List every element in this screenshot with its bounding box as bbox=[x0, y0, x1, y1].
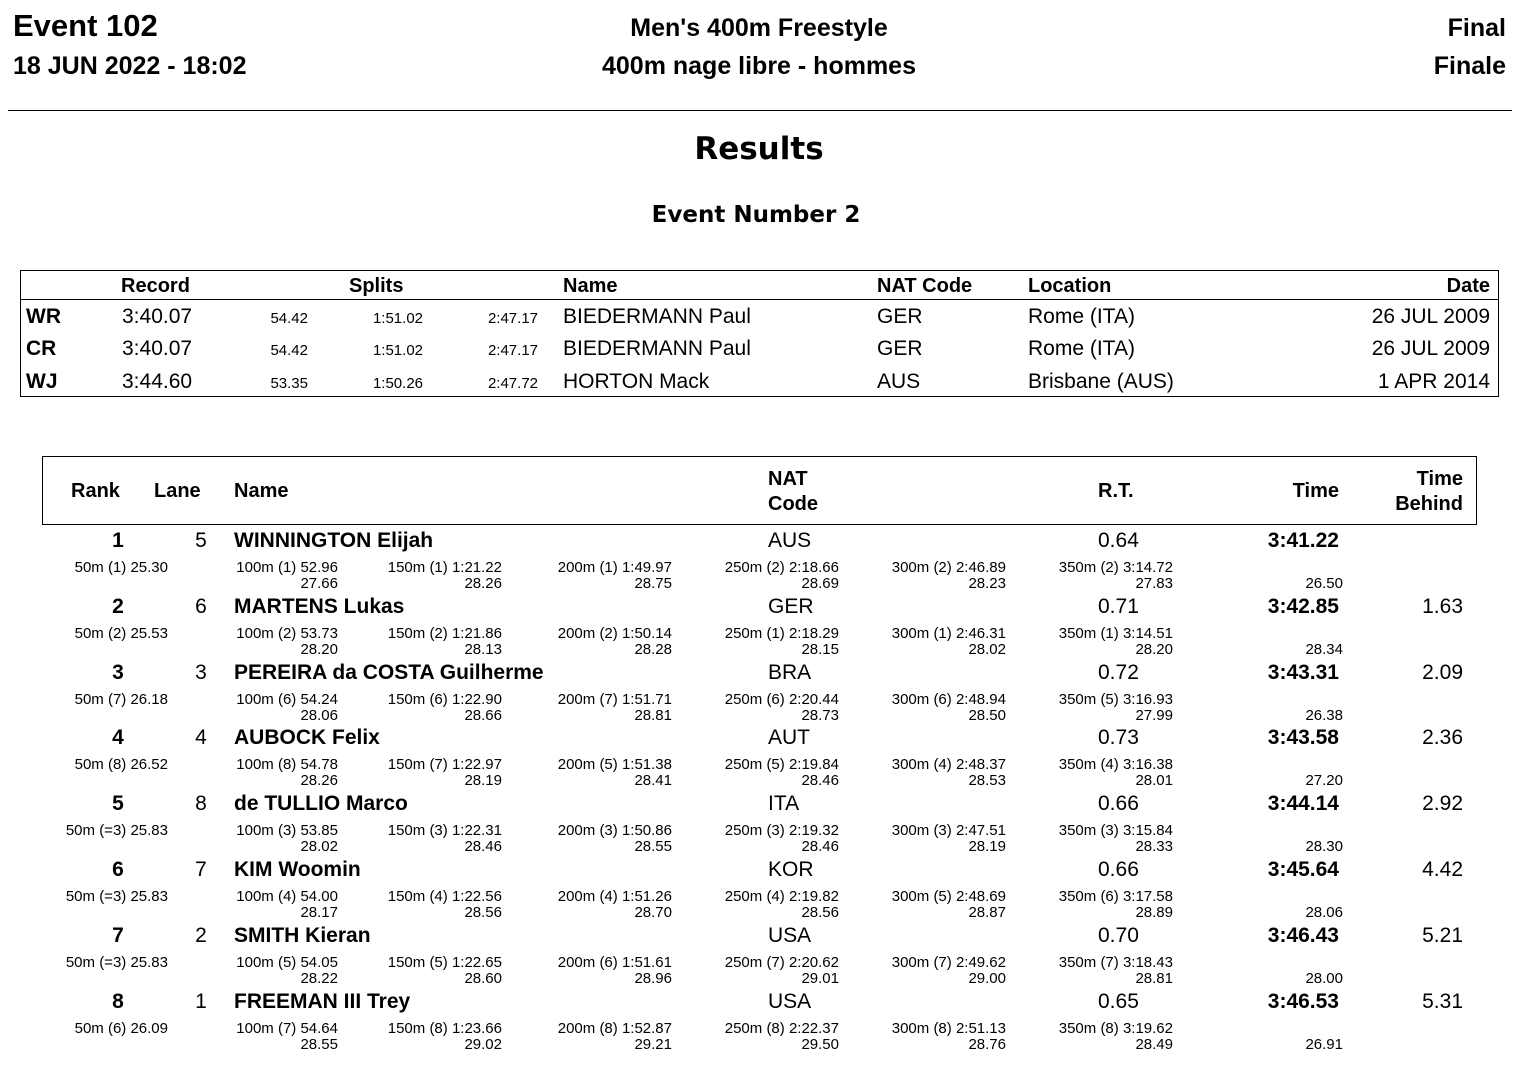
split-lap: 28.17 bbox=[300, 904, 338, 921]
event-datetime: 18 JUN 2022 - 18:02 bbox=[13, 52, 247, 80]
split-lap: 29.01 bbox=[801, 969, 839, 987]
record-split: 53.35 bbox=[270, 375, 308, 392]
split-lap: 28.76 bbox=[968, 1035, 1006, 1053]
result-time-behind: 4.42 bbox=[1422, 858, 1463, 881]
split-lap: 27.20 bbox=[1305, 772, 1343, 790]
result-reaction-time: 0.66 bbox=[1098, 792, 1139, 816]
result-name: SMITH Kieran bbox=[234, 923, 371, 947]
split-lap: 27.66 bbox=[300, 575, 338, 592]
split-lap: 28.01 bbox=[1135, 772, 1173, 790]
split-cumulative: 300m (8) 2:51.13 bbox=[891, 1019, 1006, 1037]
split-lap: 28.46 bbox=[801, 838, 839, 856]
split-lap: 28.26 bbox=[464, 575, 502, 592]
split-lap: 28.06 bbox=[300, 706, 338, 724]
record-nat: GER bbox=[877, 337, 923, 360]
split-lap: 28.46 bbox=[801, 772, 839, 790]
record-split: 54.42 bbox=[270, 310, 308, 327]
record-time: 3:40.07 bbox=[122, 337, 193, 360]
result-time: 3:43.58 bbox=[1267, 726, 1339, 750]
record-location: Brisbane (AUS) bbox=[1028, 370, 1174, 393]
split-lap: 26.91 bbox=[1305, 1035, 1343, 1053]
records-header-splits: Splits bbox=[349, 275, 404, 297]
event-title-fr: 400m nage libre - hommes bbox=[601, 52, 916, 80]
result-reaction-time: 0.66 bbox=[1098, 858, 1139, 881]
record-holder-name: HORTON Mack bbox=[563, 370, 710, 393]
split-lap: 28.46 bbox=[464, 838, 502, 856]
record-split: 1:51.02 bbox=[372, 342, 423, 359]
split-lap: 26.50 bbox=[1305, 575, 1343, 592]
split-cumulative: 250m (3) 2:19.32 bbox=[724, 822, 839, 840]
result-lane: 4 bbox=[195, 726, 207, 750]
split-cumulative: 100m (1) 52.96 bbox=[236, 559, 338, 576]
col-rt: R.T. bbox=[1098, 480, 1134, 502]
split-cumulative: 300m (2) 2:46.89 bbox=[891, 559, 1006, 576]
record-date: 26 JUL 2009 bbox=[1371, 305, 1490, 328]
result-nat: USA bbox=[768, 923, 812, 947]
event-number: Event Number 2 bbox=[651, 202, 861, 228]
result-time: 3:43.31 bbox=[1267, 660, 1339, 684]
split-lap: 28.96 bbox=[634, 969, 672, 987]
result-rank: 2 bbox=[112, 594, 124, 618]
phase-fr: Finale bbox=[1433, 52, 1506, 80]
records-header-date: Date bbox=[1446, 275, 1490, 297]
page-title: Results bbox=[694, 131, 824, 167]
split-lap: 28.20 bbox=[300, 640, 338, 658]
result-time-behind: 5.21 bbox=[1422, 923, 1463, 947]
split-cumulative: 350m (7) 3:18.43 bbox=[1058, 953, 1173, 971]
result-nat: ITA bbox=[768, 792, 800, 816]
split-cumulative: 200m (1) 1:49.97 bbox=[557, 559, 672, 576]
result-lane: 1 bbox=[195, 989, 207, 1013]
result-time-behind: 5.31 bbox=[1422, 989, 1463, 1013]
records-header-location: Location bbox=[1028, 275, 1112, 297]
records-header-name: Name bbox=[563, 275, 618, 297]
record-time: 3:44.60 bbox=[122, 370, 193, 393]
split-lap: 28.28 bbox=[634, 640, 672, 658]
record-split: 54.42 bbox=[270, 342, 308, 359]
split-lap: 28.56 bbox=[464, 904, 502, 921]
split-lap: 28.23 bbox=[968, 575, 1006, 592]
split-lap: 28.66 bbox=[464, 706, 502, 724]
split-cumulative: 350m (6) 3:17.58 bbox=[1058, 888, 1173, 905]
result-nat: AUS bbox=[768, 529, 812, 552]
split-cumulative: 200m (6) 1:51.61 bbox=[557, 953, 672, 971]
split-cumulative: 50m (2) 25.53 bbox=[74, 624, 168, 642]
result-reaction-time: 0.65 bbox=[1098, 989, 1139, 1013]
split-cumulative: 100m (4) 54.00 bbox=[236, 888, 338, 905]
split-cumulative: 150m (3) 1:22.31 bbox=[387, 822, 502, 840]
split-cumulative: 250m (5) 2:19.84 bbox=[724, 756, 839, 774]
split-lap: 28.55 bbox=[634, 838, 672, 856]
split-cumulative: 100m (7) 54.64 bbox=[236, 1019, 338, 1037]
split-cumulative: 100m (3) 53.85 bbox=[236, 822, 338, 840]
split-lap: 28.55 bbox=[300, 1035, 338, 1053]
split-lap: 28.69 bbox=[801, 575, 839, 592]
col-behind-2: Behind bbox=[1395, 493, 1463, 515]
result-reaction-time: 0.70 bbox=[1098, 923, 1139, 947]
record-location: Rome (ITA) bbox=[1028, 305, 1135, 328]
result-time-behind: 2.92 bbox=[1422, 792, 1463, 816]
split-cumulative: 100m (2) 53.73 bbox=[236, 624, 338, 642]
result-name: WINNINGTON Elijah bbox=[234, 529, 434, 552]
split-cumulative: 100m (5) 54.05 bbox=[236, 953, 338, 971]
split-cumulative: 200m (2) 1:50.14 bbox=[557, 624, 672, 642]
split-lap: 26.38 bbox=[1305, 706, 1343, 724]
phase-en: Final bbox=[1447, 14, 1506, 42]
result-nat: GER bbox=[768, 594, 814, 618]
split-cumulative: 50m (=3) 25.83 bbox=[65, 888, 168, 905]
split-lap: 28.22 bbox=[300, 969, 338, 987]
split-lap: 28.53 bbox=[968, 772, 1006, 790]
split-lap: 28.13 bbox=[464, 640, 502, 658]
split-cumulative: 300m (1) 2:46.31 bbox=[891, 624, 1006, 642]
split-cumulative: 200m (5) 1:51.38 bbox=[557, 756, 672, 774]
split-cumulative: 300m (6) 2:48.94 bbox=[891, 690, 1006, 708]
split-lap: 28.81 bbox=[634, 706, 672, 724]
split-lap: 28.70 bbox=[634, 904, 672, 921]
result-time: 3:45.64 bbox=[1267, 858, 1339, 881]
result-lane: 8 bbox=[195, 792, 207, 816]
record-type: CR bbox=[26, 337, 57, 360]
event-title-en: Men's 400m Freestyle bbox=[630, 14, 888, 42]
result-time: 3:46.43 bbox=[1267, 923, 1339, 947]
split-cumulative: 250m (1) 2:18.29 bbox=[724, 624, 839, 642]
split-lap: 29.21 bbox=[634, 1035, 672, 1053]
split-lap: 28.02 bbox=[300, 838, 338, 856]
records-header-divider bbox=[20, 299, 1499, 300]
split-cumulative: 350m (1) 3:14.51 bbox=[1058, 624, 1173, 642]
split-cumulative: 300m (3) 2:47.51 bbox=[891, 822, 1006, 840]
record-holder-name: BIEDERMANN Paul bbox=[563, 305, 751, 328]
split-cumulative: 200m (8) 1:52.87 bbox=[557, 1019, 672, 1037]
split-cumulative: 250m (8) 2:22.37 bbox=[724, 1019, 839, 1037]
result-lane: 6 bbox=[195, 594, 207, 618]
record-nat: GER bbox=[877, 305, 923, 328]
split-cumulative: 100m (6) 54.24 bbox=[236, 690, 338, 708]
split-cumulative: 300m (7) 2:49.62 bbox=[891, 953, 1006, 971]
split-cumulative: 300m (4) 2:48.37 bbox=[891, 756, 1006, 774]
split-lap: 29.50 bbox=[801, 1035, 839, 1053]
result-time-behind: 2.09 bbox=[1422, 660, 1463, 684]
result-time: 3:42.85 bbox=[1267, 594, 1339, 618]
split-lap: 28.60 bbox=[464, 969, 502, 987]
split-lap: 28.15 bbox=[801, 640, 839, 658]
record-split: 1:50.26 bbox=[372, 375, 423, 392]
records-table bbox=[20, 270, 1499, 397]
split-cumulative: 200m (3) 1:50.86 bbox=[557, 822, 672, 840]
result-rank: 3 bbox=[112, 660, 124, 684]
split-lap: 28.87 bbox=[968, 904, 1006, 921]
record-date: 1 APR 2014 bbox=[1377, 370, 1490, 393]
split-lap: 28.50 bbox=[968, 706, 1006, 724]
record-split: 2:47.17 bbox=[487, 342, 538, 359]
split-lap: 28.20 bbox=[1135, 640, 1173, 658]
record-split: 1:51.02 bbox=[372, 310, 423, 327]
col-behind-1: Time bbox=[1416, 468, 1463, 490]
result-time: 3:46.53 bbox=[1267, 989, 1339, 1013]
split-lap: 28.30 bbox=[1305, 838, 1343, 856]
event-id: Event 102 bbox=[13, 8, 158, 43]
result-lane: 3 bbox=[195, 660, 207, 684]
result-reaction-time: 0.64 bbox=[1098, 529, 1139, 552]
split-lap: 28.49 bbox=[1135, 1035, 1173, 1053]
record-type: WR bbox=[26, 305, 61, 328]
result-name: AUBOCK Felix bbox=[234, 726, 380, 750]
result-name: FREEMAN III Trey bbox=[234, 989, 411, 1013]
record-date: 26 JUL 2009 bbox=[1371, 337, 1490, 360]
header-divider bbox=[8, 110, 1512, 111]
split-lap: 28.41 bbox=[634, 772, 672, 790]
col-name: Name bbox=[234, 480, 289, 502]
split-cumulative: 150m (6) 1:22.90 bbox=[387, 690, 502, 708]
result-name: PEREIRA da COSTA Guilherme bbox=[234, 660, 544, 684]
split-cumulative: 150m (2) 1:21.86 bbox=[387, 624, 502, 642]
split-cumulative: 350m (4) 3:16.38 bbox=[1058, 756, 1173, 774]
split-cumulative: 250m (4) 2:19.82 bbox=[724, 888, 839, 905]
result-rank: 8 bbox=[112, 989, 124, 1013]
split-lap: 28.34 bbox=[1305, 640, 1343, 658]
records-header-record: Record bbox=[121, 275, 190, 297]
result-reaction-time: 0.73 bbox=[1098, 726, 1139, 750]
records-header-nat: NAT Code bbox=[877, 275, 973, 297]
result-reaction-time: 0.71 bbox=[1098, 594, 1139, 618]
result-rank: 1 bbox=[112, 529, 124, 552]
result-reaction-time: 0.72 bbox=[1098, 660, 1139, 684]
result-rank: 7 bbox=[112, 923, 124, 947]
split-lap: 27.83 bbox=[1135, 575, 1173, 592]
split-lap: 28.33 bbox=[1135, 838, 1173, 856]
split-lap: 28.19 bbox=[968, 838, 1006, 856]
result-time: 3:44.14 bbox=[1267, 792, 1339, 816]
result-time-behind: 1.63 bbox=[1422, 594, 1463, 618]
split-cumulative: 50m (1) 25.30 bbox=[74, 559, 168, 576]
split-cumulative: 100m (8) 54.78 bbox=[236, 756, 338, 774]
split-cumulative: 350m (3) 3:15.84 bbox=[1058, 822, 1173, 840]
record-nat: AUS bbox=[877, 370, 921, 393]
split-cumulative: 150m (8) 1:23.66 bbox=[387, 1019, 502, 1037]
split-cumulative: 50m (=3) 25.83 bbox=[65, 953, 168, 971]
split-lap: 28.56 bbox=[801, 904, 839, 921]
split-lap: 28.81 bbox=[1135, 969, 1173, 987]
split-cumulative: 150m (4) 1:22.56 bbox=[387, 888, 502, 905]
split-lap: 28.19 bbox=[464, 772, 502, 790]
split-cumulative: 200m (4) 1:51.26 bbox=[557, 888, 672, 905]
result-time: 3:41.22 bbox=[1267, 529, 1339, 552]
result-time-behind: 2.36 bbox=[1422, 726, 1463, 750]
result-nat: BRA bbox=[768, 660, 812, 684]
split-cumulative: 150m (7) 1:22.97 bbox=[387, 756, 502, 774]
split-cumulative: 200m (7) 1:51.71 bbox=[557, 690, 672, 708]
split-lap: 28.26 bbox=[300, 772, 338, 790]
split-cumulative: 150m (5) 1:22.65 bbox=[387, 953, 502, 971]
record-type: WJ bbox=[26, 370, 58, 393]
split-lap: 27.99 bbox=[1135, 706, 1173, 724]
split-cumulative: 300m (5) 2:48.69 bbox=[891, 888, 1006, 905]
split-cumulative: 50m (7) 26.18 bbox=[74, 690, 168, 708]
record-holder-name: BIEDERMANN Paul bbox=[563, 337, 751, 360]
split-cumulative: 350m (5) 3:16.93 bbox=[1058, 690, 1173, 708]
split-lap: 28.75 bbox=[634, 575, 672, 592]
result-name: MARTENS Lukas bbox=[234, 594, 405, 618]
split-lap: 28.00 bbox=[1305, 969, 1343, 987]
split-lap: 29.02 bbox=[464, 1035, 502, 1053]
split-lap: 28.02 bbox=[968, 640, 1006, 658]
col-nat-2: Code bbox=[768, 493, 818, 515]
split-cumulative: 50m (8) 26.52 bbox=[74, 756, 168, 774]
record-time: 3:40.07 bbox=[122, 305, 193, 328]
record-split: 2:47.17 bbox=[487, 310, 538, 327]
result-nat: USA bbox=[768, 989, 812, 1013]
record-split: 2:47.72 bbox=[487, 375, 538, 392]
split-cumulative: 250m (2) 2:18.66 bbox=[724, 559, 839, 576]
split-lap: 28.06 bbox=[1305, 904, 1343, 921]
col-time: Time bbox=[1292, 480, 1339, 502]
split-lap: 28.73 bbox=[801, 706, 839, 724]
result-nat: KOR bbox=[768, 858, 814, 881]
col-lane: Lane bbox=[154, 480, 201, 502]
result-rank: 5 bbox=[112, 792, 124, 816]
split-lap: 29.00 bbox=[968, 969, 1006, 987]
result-nat: AUT bbox=[768, 726, 810, 750]
split-cumulative: 350m (2) 3:14.72 bbox=[1058, 559, 1173, 576]
result-lane: 5 bbox=[195, 529, 207, 552]
result-rank: 6 bbox=[112, 858, 124, 881]
record-location: Rome (ITA) bbox=[1028, 337, 1135, 360]
split-cumulative: 350m (8) 3:19.62 bbox=[1058, 1019, 1173, 1037]
result-name: de TULLIO Marco bbox=[234, 792, 408, 816]
split-cumulative: 250m (6) 2:20.44 bbox=[724, 690, 839, 708]
result-lane: 7 bbox=[195, 858, 207, 881]
result-name: KIM Woomin bbox=[234, 858, 361, 881]
col-nat-1: NAT bbox=[768, 468, 808, 490]
col-rank: Rank bbox=[71, 480, 120, 502]
split-cumulative: 50m (=3) 25.83 bbox=[65, 822, 168, 840]
result-rank: 4 bbox=[112, 726, 124, 750]
result-lane: 2 bbox=[195, 923, 207, 947]
split-cumulative: 250m (7) 2:20.62 bbox=[724, 953, 839, 971]
split-cumulative: 150m (1) 1:21.22 bbox=[387, 559, 502, 576]
split-lap: 28.89 bbox=[1135, 904, 1173, 921]
split-cumulative: 50m (6) 26.09 bbox=[74, 1019, 168, 1037]
